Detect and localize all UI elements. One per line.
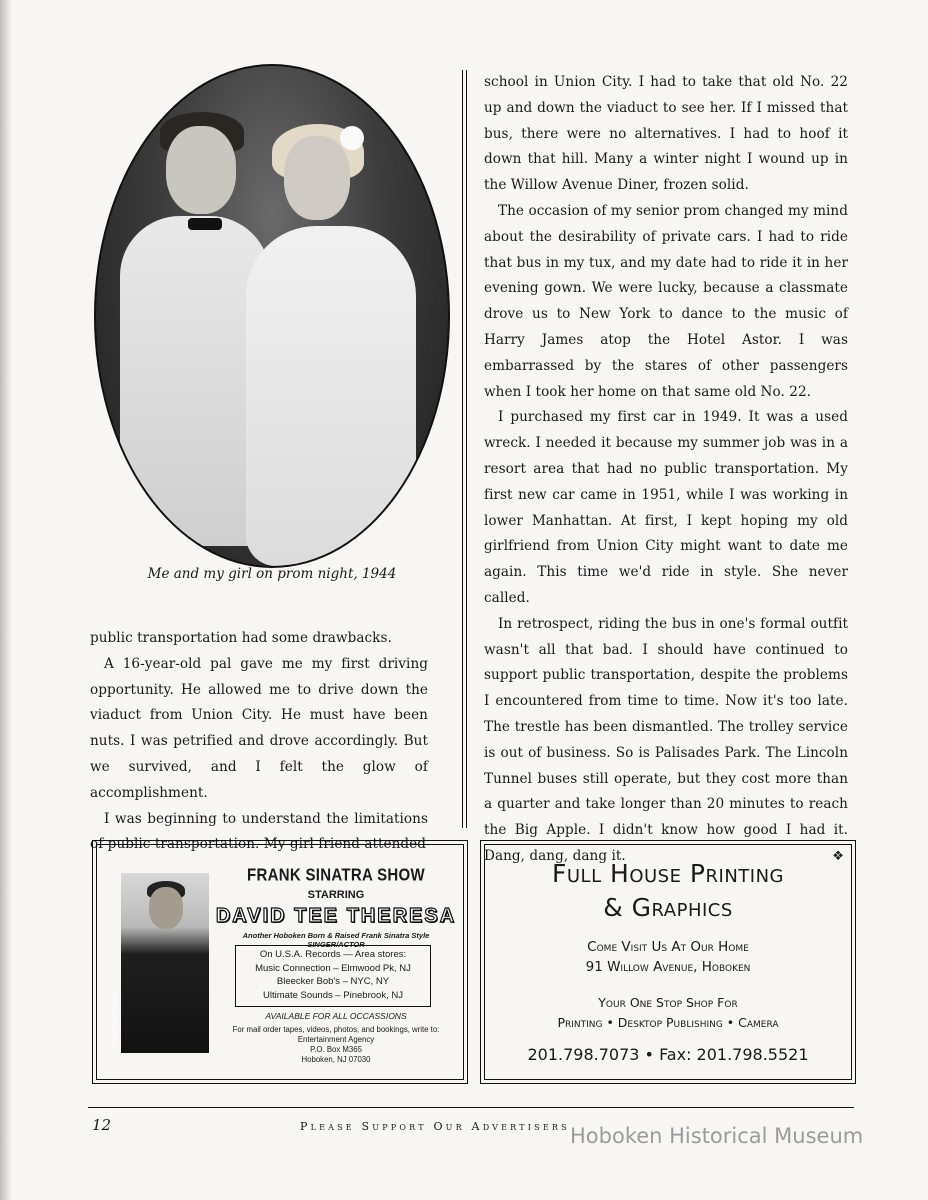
museum-watermark: Hoboken Historical Museum [570,1124,864,1148]
paragraph-final [484,612,848,870]
fullhouse-shop-line: Your One Stop Shop For [598,995,738,1010]
fullhouse-address [485,937,851,977]
ad-sinatra-show [92,840,468,1084]
show-title: FRANK SINATRA SHOW [247,865,425,886]
page-binding-edge [0,0,12,1200]
fullhouse-title [485,857,851,925]
mail-line: Hoboken, NJ 07030 [301,1055,371,1064]
ad-inner-border [484,844,852,1080]
fullhouse-shop-line: Printing • Desktop Publishing • Camera [557,1015,779,1030]
stores-line: Music Connection – Elmwood Pk, NJ [255,962,411,974]
footer-rule [88,1107,854,1108]
left-column [90,626,428,858]
singer-photo: Photo: Bob Foster [121,873,209,1053]
paragraph: I was beginning to understand the limitations of public transportation. My girl friend attended [90,810,428,853]
mail-order-info [215,1025,457,1065]
prom-photo [86,64,458,624]
oval-photo-frame [94,64,450,568]
paragraph: I purchased my first car in 1949. It was a used wreck. I needed it because my summer job was in a resort area that had no public transportation. My first new car came in 1951, while I was working in lower Manhattan. At first, I kept hoping my old girlfriend from Union City might want to date me again. This time we'd ride in style. She never called. [484,409,848,606]
paragraph: A 16-year-old pal gave me my first driving opportunity. He allowed me to drive down the viaduct from Union City. He must have been nuts. I was petrified and drove accordingly. But we survived, and I felt the glow of accomplishment. [90,655,428,801]
show-starring: STARRING [307,889,365,901]
paragraph-text: In retrospect, riding the bus in one's formal outfit wasn't all that bad. I should have continued to support public transportation, despite the problems I encountered from time to time. Now it's too late. The trestle has been dismantled. The trolley service is out of business. So is Palisades Park. The Lincoln Tunnel buses still operate, but they cost more than a quarter and take longer than 20 minutes to reach the Big Apple. I didn't know how good I had it. Dang, dang, dang it. [484,615,848,864]
mail-line: For mail order tapes, videos, photos, and bookings, write to: [232,1025,440,1034]
fullhouse-title-line: & Graphics [603,893,733,922]
column-divider [462,70,467,828]
star-tagline: Another Hoboken Born & Raised Frank Sinatra Style SINGER/ACTOR [242,931,430,949]
availability-note: AVAILABLE FOR ALL OCCASSIONS [265,1011,407,1021]
stores-line: On U.S.A. Records — Area stores: [259,949,407,960]
stores-line: Bleecker Bob's – NYC, NY [276,976,390,987]
paragraph: The occasion of my senior prom changed my mind about the desirability of private cars. I had to ride that bus in my tux, and my date had to ride it in her evening gown. We were lucky, because a classmate drove us to New York to dance to the music of Harry James atop the Hotel Astor. I was embarrassed by the stares of other passengers when I took her home on that same old No. 22. [484,202,848,400]
star-name: DAVID TEE THERESA [215,905,457,927]
footer-text: Please Support Our Advertisers [300,1120,570,1133]
end-mark-icon: ❖ [832,848,844,864]
ad-full-house-printing [480,840,856,1084]
fullhouse-visit-line: Come Visit Us At Our Home [587,939,749,955]
fullhouse-title-line: Full House Printing [551,859,785,888]
ad-inner-border [96,844,464,1080]
fullhouse-visit-line: 91 Willow Avenue, Hoboken [585,959,751,975]
stores-line: Ultimate Sounds – Pinebrook, NJ [263,989,403,1001]
mail-line: P.O. Box M365 [310,1045,362,1054]
fullhouse-services [485,993,851,1033]
stores-box [235,945,431,1007]
fullhouse-phone: 201.798.7073 • Fax: 201.798.5521 [527,1045,809,1064]
paragraph: public transportation had some drawbacks. [90,630,392,646]
mail-line: Entertainment Agency [297,1035,375,1044]
right-column [484,70,848,870]
page-number: 12 [92,1116,112,1134]
photo-caption: Me and my girl on prom night, 1944 [147,566,397,582]
paragraph: school in Union City. I had to take that old No. 22 up and down the viaduct to see her. If I missed that bus, there were no alternatives. I had to hoof it down that hill. Many a winter night I wound up in the Willow Avenue Diner, frozen solid. [484,74,848,194]
